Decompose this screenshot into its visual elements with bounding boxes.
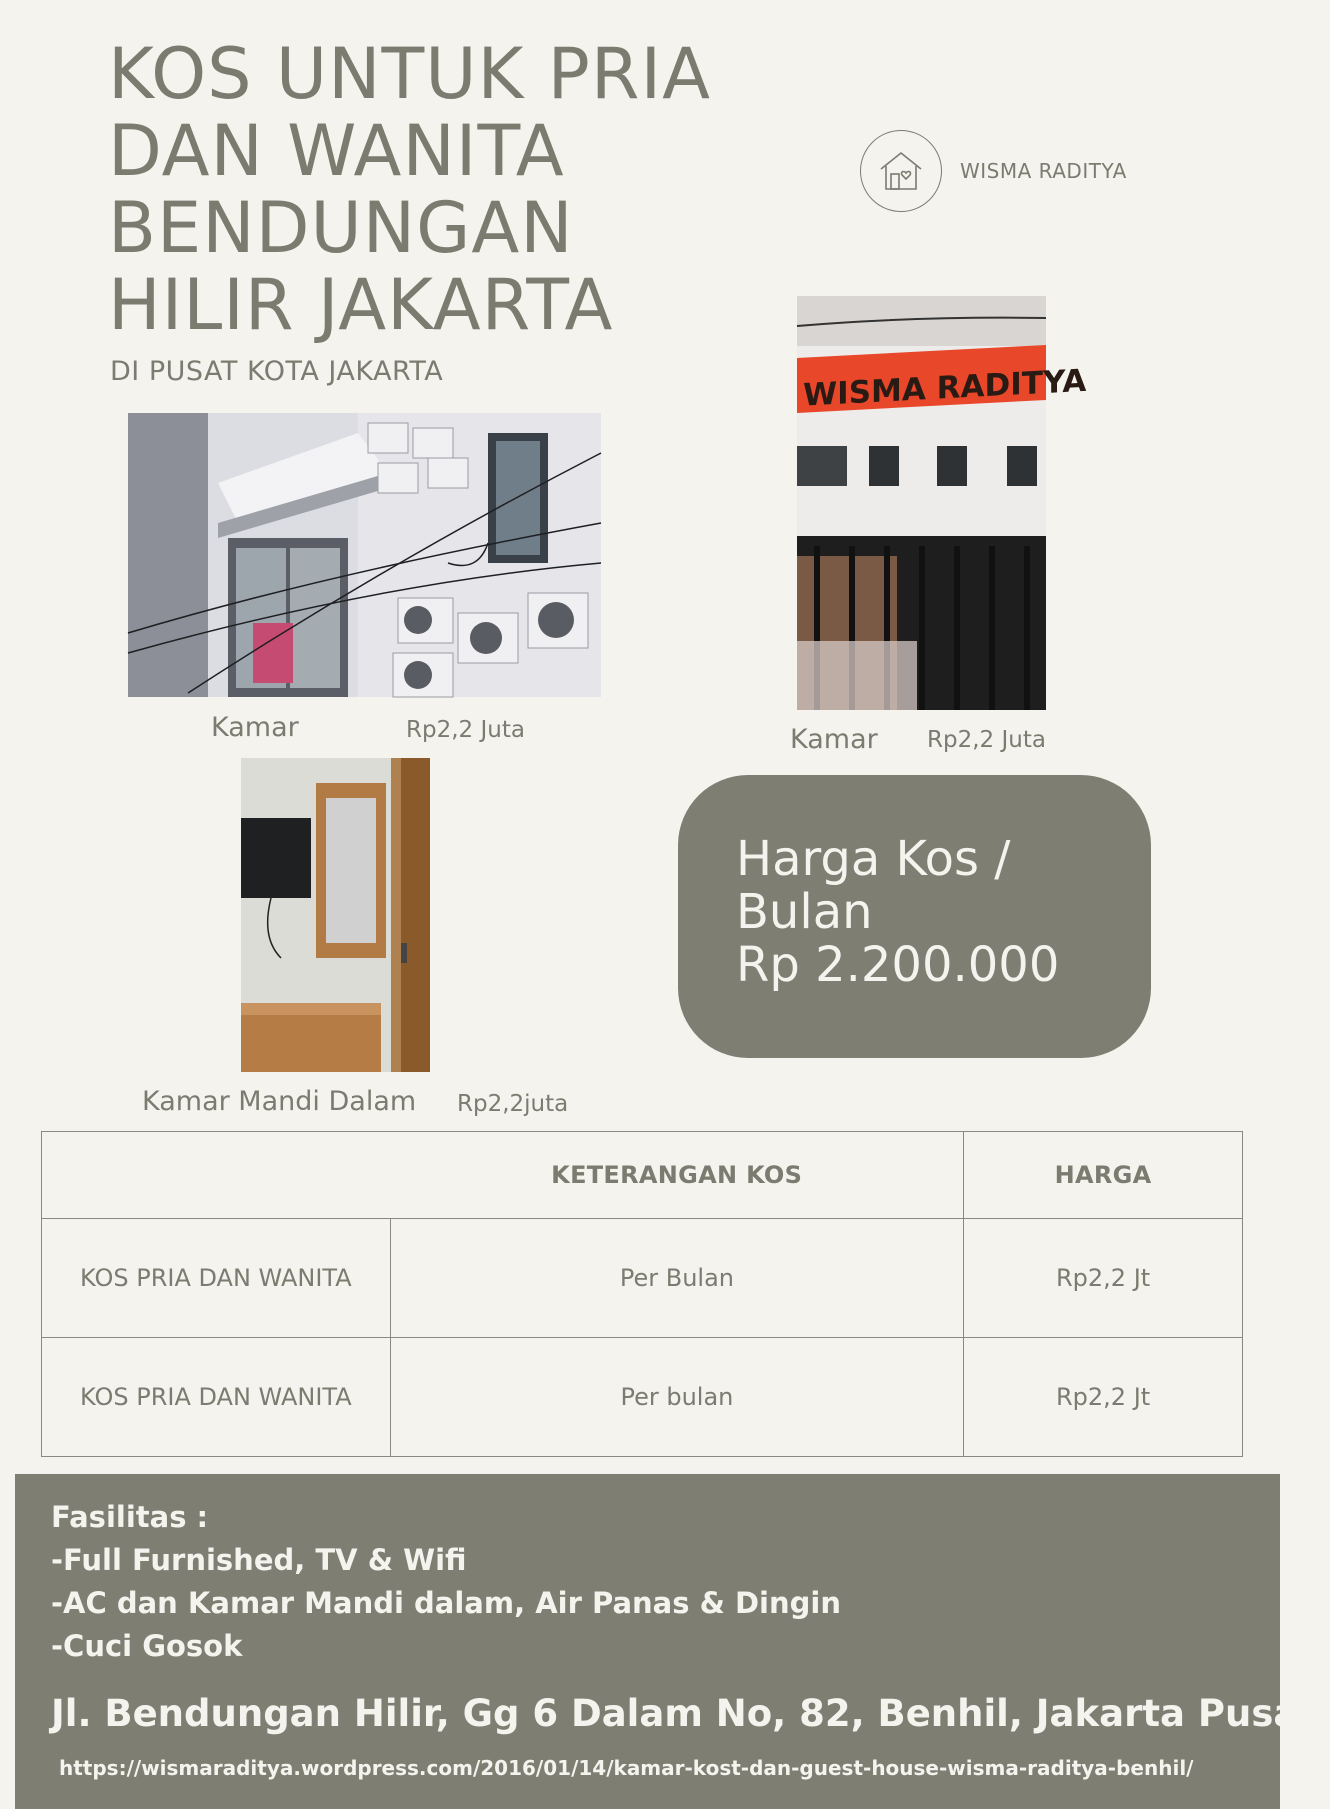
title-line: DAN WANITA (108, 110, 565, 192)
photo-price: Rp2,2 Juta (406, 717, 525, 743)
page-subtitle: DI PUSAT KOTA JAKARTA (110, 356, 444, 387)
table-header: HARGA (964, 1132, 1243, 1219)
sign-text: WISMA RADITYA (803, 362, 1087, 414)
title-line: HILIR JAKARTA (108, 264, 614, 346)
table-cell: Per bulan (390, 1338, 964, 1457)
price-table (41, 1131, 1243, 1457)
price-label: Bulan (736, 884, 873, 940)
table-header-row (42, 1132, 1243, 1219)
website-link[interactable]: https://wismaraditya.wordpress.com/2016/01/14/kamar-kost-dan-guest-house-wisma-raditya-benhil/ (59, 1756, 1194, 1780)
table-row (42, 1219, 1243, 1338)
price-box (678, 775, 1151, 1058)
brand-name: WISMA RADITYA (960, 159, 1127, 183)
facility-item: -AC dan Kamar Mandi dalam, Air Panas & Dingin (51, 1586, 841, 1620)
page-title (108, 33, 808, 346)
photo-caption: Kamar Mandi Dalam (142, 1086, 417, 1117)
price-value: Rp 2.200.000 (736, 937, 1060, 993)
table-cell: KOS PRIA DAN WANITA (42, 1219, 391, 1338)
facilities-title: Fasilitas : (51, 1500, 209, 1534)
price-label: Harga Kos / (736, 831, 1011, 887)
photo-caption: Kamar (211, 712, 299, 743)
photo-caption: Kamar (790, 724, 878, 755)
title-line: BENDUNGAN (108, 187, 574, 269)
facilities-list (51, 1496, 841, 1668)
table-row (42, 1338, 1243, 1457)
address: Jl. Bendungan Hilir, Gg 6 Dalam No, 82, Benhil, Jakarta Pusat. (51, 1692, 1330, 1735)
footer (15, 1474, 1330, 1809)
table-cell: KOS PRIA DAN WANITA (42, 1338, 391, 1457)
table-header: KETERANGAN KOS (390, 1132, 964, 1219)
brand-logo (860, 130, 1127, 212)
table-header (42, 1132, 391, 1219)
room-photo (241, 758, 430, 1072)
facility-item: -Full Furnished, TV & Wifi (51, 1543, 467, 1577)
title-line: KOS UNTUK PRIA (108, 33, 711, 115)
table-cell: Rp2,2 Jt (964, 1338, 1243, 1457)
signboard-photo (797, 296, 1087, 710)
table-cell: Per Bulan (390, 1219, 964, 1338)
house-heart-icon (860, 130, 942, 212)
photo-price: Rp2,2juta (457, 1091, 569, 1117)
building-photo (128, 413, 601, 697)
facility-item: -Cuci Gosok (51, 1629, 243, 1663)
table-cell: Rp2,2 Jt (964, 1219, 1243, 1338)
photo-price: Rp2,2 Juta (927, 727, 1046, 753)
